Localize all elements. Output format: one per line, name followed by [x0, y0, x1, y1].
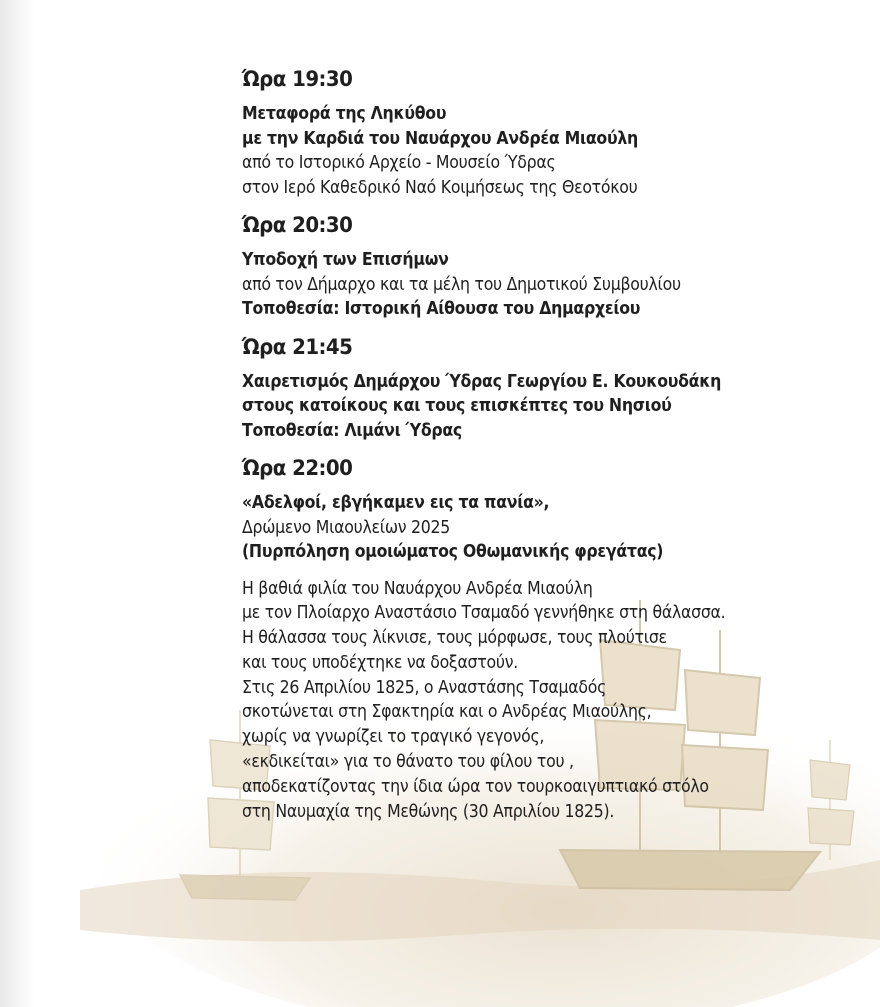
event-line: Υποδοχή των Επισήμων [242, 250, 449, 270]
paragraph-line: χωρίς να γνωρίζει το τραγικό γεγονός, [242, 727, 545, 748]
history-paragraph [242, 577, 862, 825]
event-time: Ώρα 21:45 [242, 334, 353, 360]
event-line: από το Ιστορικό Αρχείο - Μουσείο Ύδρας [242, 153, 556, 173]
event-line: Δρώμενο Μιαουλείων 2025 [242, 517, 451, 538]
event-line: στον Ιερό Καθεδρικό Ναό Κοιμήσεως της Θεοτόκου [242, 177, 638, 198]
paragraph-line: σκοτώνεται στη Σφακτηρία και ο Ανδρέας Μιαούλης, [242, 702, 652, 723]
event-location: Τοποθεσία: Ιστορική Αίθουσα του Δημαρχείου [242, 299, 641, 319]
event-line: στους κατοίκους και τους επισκέπτες του Νησιού [242, 396, 672, 416]
paragraph-line: αποδεκατίζοντας την ίδια ώρα τον τουρκοαιγυπτιακό στόλο [242, 776, 709, 797]
event-line: Χαιρετισμός Δημάρχου Ύδρας Γεωργίου Ε. Κουκουδάκη [242, 371, 722, 392]
event-line: (Πυρπόληση ομοιώματος Οθωμανικής φρεγάτας) [242, 542, 664, 562]
paragraph-line: Στις 26 Απριλίου 1825, ο Αναστάσης Τσαμαδός [242, 677, 607, 698]
event-2145 [242, 334, 862, 444]
paragraph-line: «εκδικείται» για το θάνατο του φίλου του , [242, 752, 574, 773]
paragraph-line: Η βαθιά φιλία του Ναυάρχου Ανδρέα Μιαούλη [242, 578, 593, 599]
event-line: Μεταφορά της Ληκύθου [242, 104, 447, 124]
event-2200 [242, 455, 862, 565]
event-line: από τον Δήμαρχο και τα μέλη του Δημοτικού Συμβουλίου [242, 274, 681, 295]
paragraph-line: με τον Πλοίαρχο Αναστάσιο Τσαμαδό γεννήθηκε στη θάλασσα. [242, 603, 726, 624]
program-content [242, 66, 862, 824]
paragraph-line: και τους υποδέχτηκε να δοξαστούν. [242, 652, 518, 673]
event-line: «Αδελφοί, εβγήκαμεν εις τα πανία», [242, 493, 550, 513]
event-2030 [242, 212, 862, 322]
event-time: Ώρα 22:00 [242, 456, 353, 481]
event-1930 [242, 66, 862, 200]
event-location: Τοποθεσία: Λιμάνι Ύδρας [242, 420, 463, 441]
page-fold-shadow [0, 0, 34, 1007]
event-time: Ώρα 19:30 [242, 67, 353, 92]
event-line: με την Καρδιά του Ναυάρχου Ανδρέα Μιαούλη [242, 128, 638, 149]
paragraph-line: Η θάλασσα τους λίκνισε, τους μόρφωσε, τους πλούτισε [242, 628, 667, 649]
event-time: Ώρα 20:30 [242, 213, 353, 238]
paragraph-line: στη Ναυμαχία της Μεθώνης (30 Απριλίου 1825). [242, 801, 615, 822]
